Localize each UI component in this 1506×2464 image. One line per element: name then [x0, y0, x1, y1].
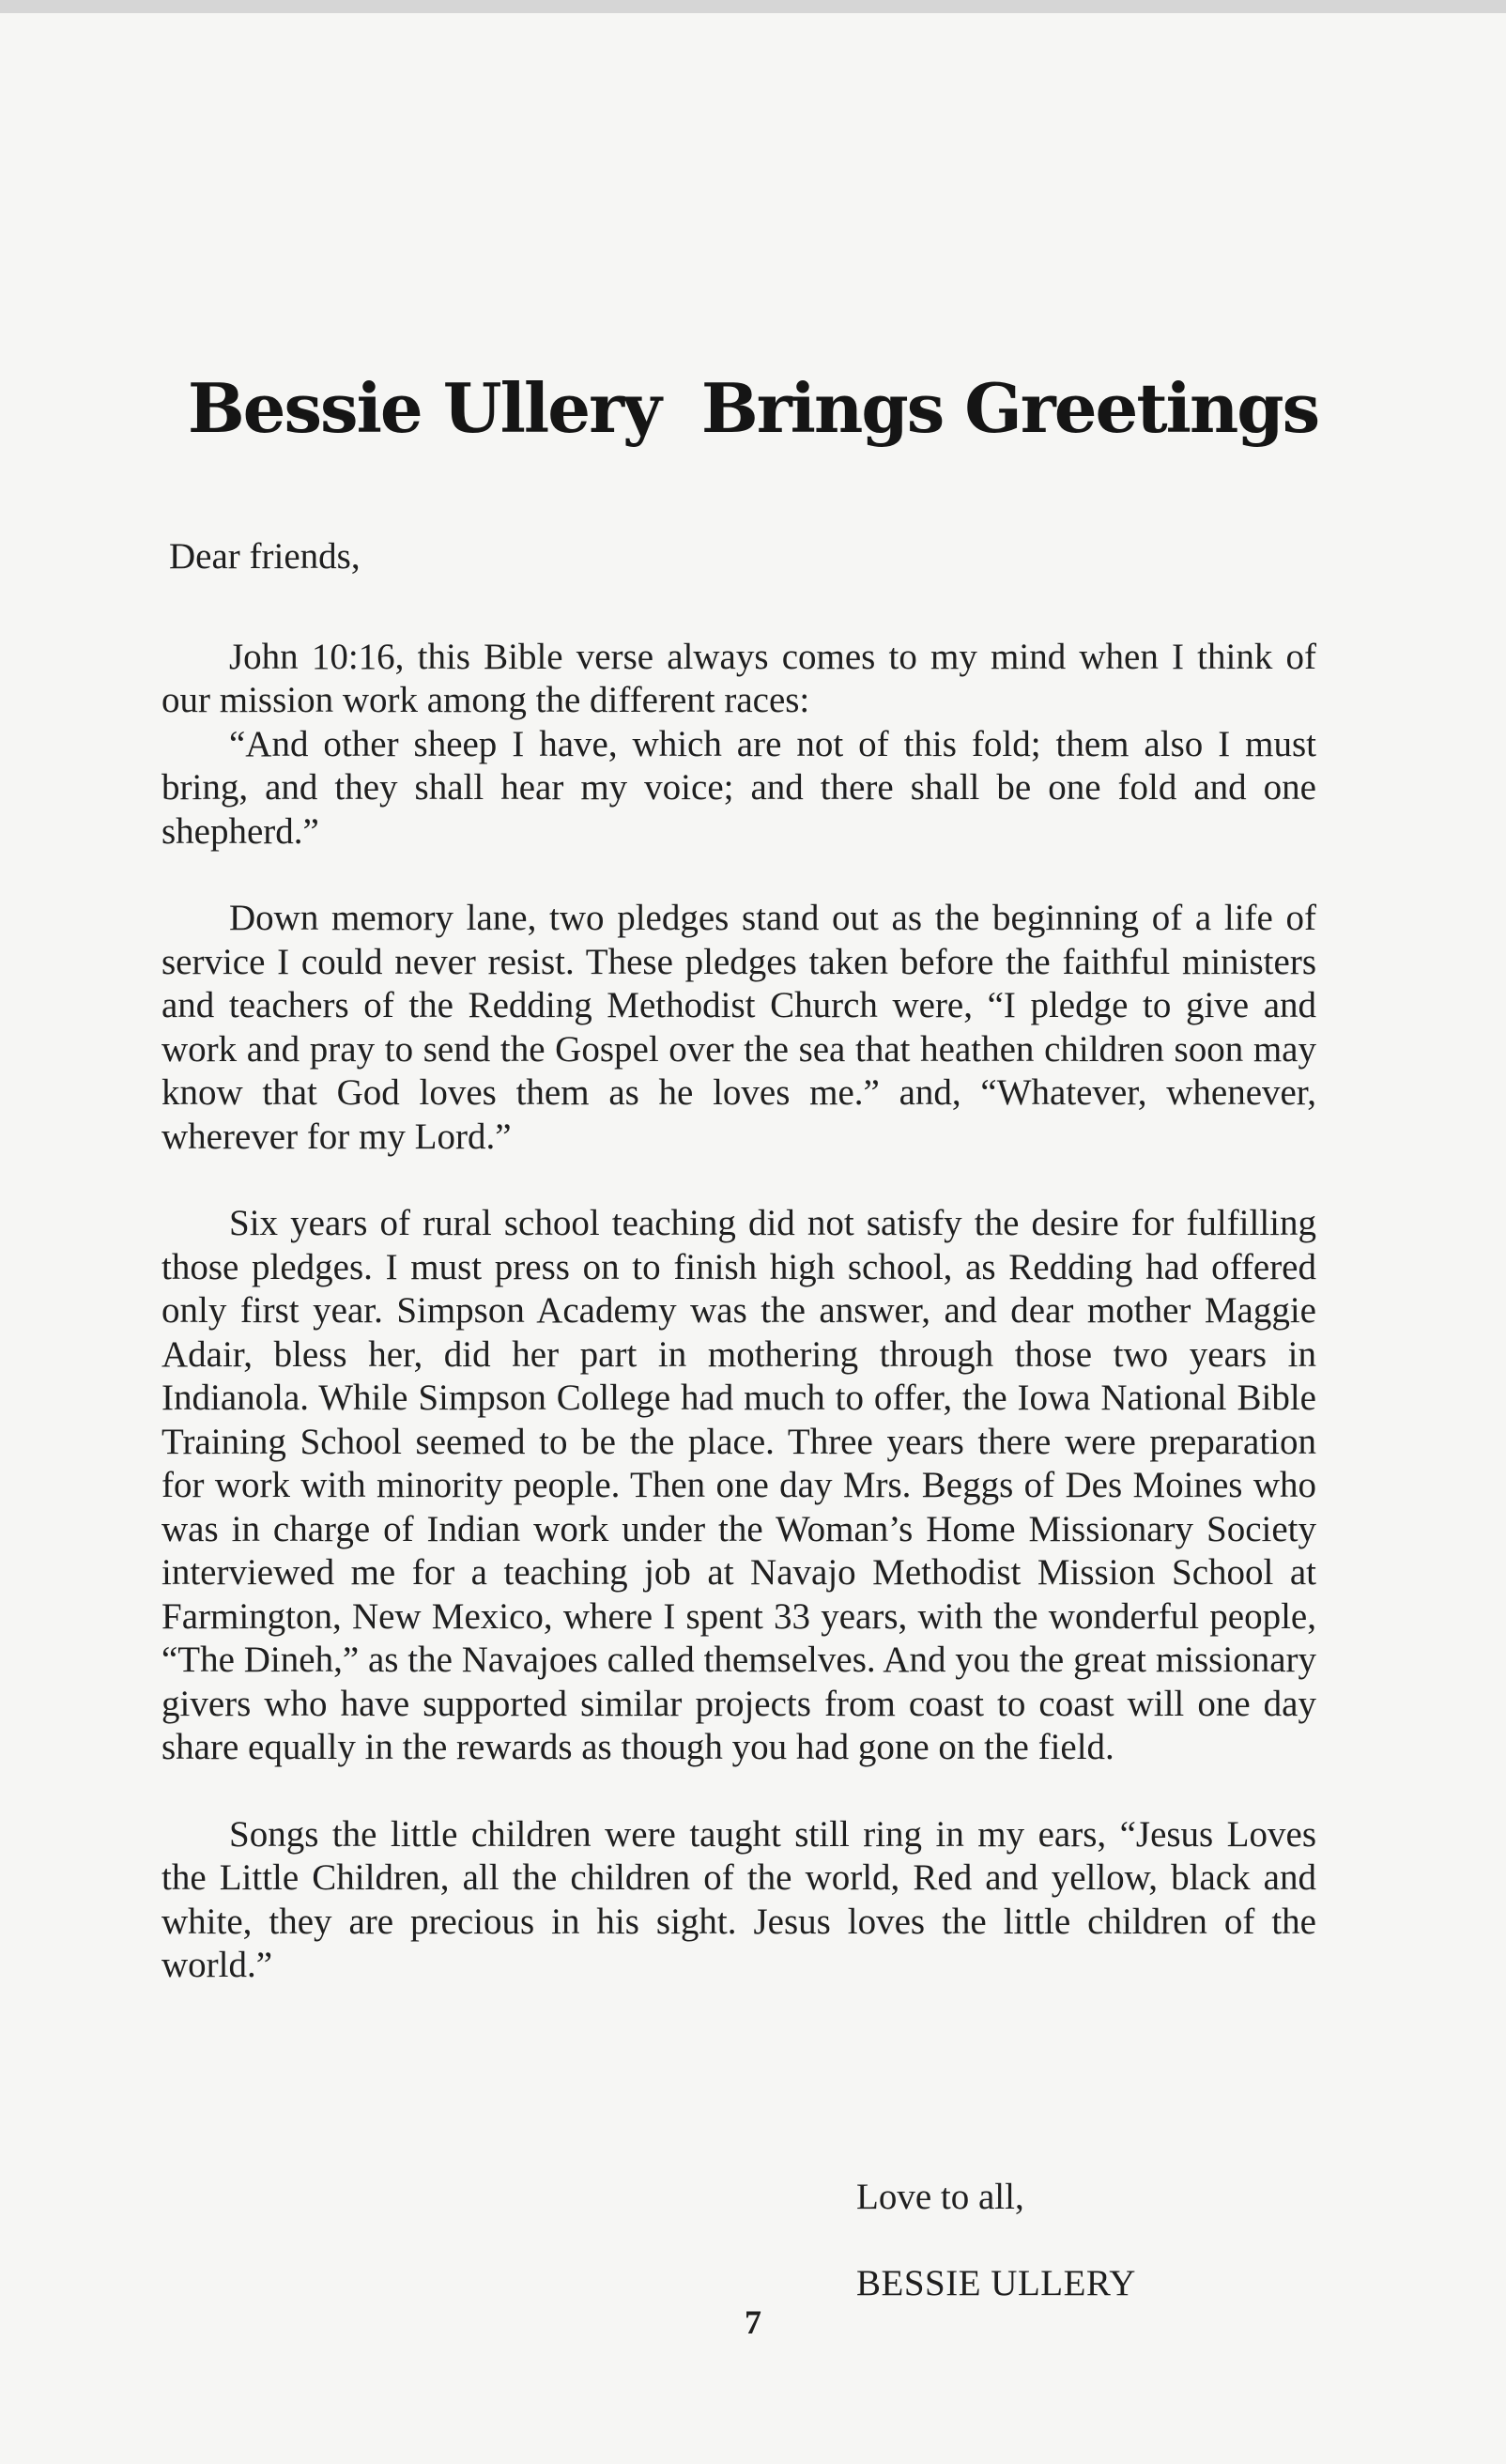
title-name: Bessie Ullery	[187, 368, 660, 448]
paragraph-teaching: Six years of rural school teaching did not satisfy the desire for fulfilling those pledges. I must press on to finish high school, as Redding had offered only first year. Simpson Academy was the answer, and dear mother Maggie Adair, bless her, did her part in mothering through those two years in Indianola. While Simpson College had much to offer, the Iowa National Bible Training School seemed to be the place. Three years there were preparation for work with minority people. Then one day Mrs. Beggs of Des Moines who was in charge of Indian work under the Woman’s Home Missionary Society interviewed me for a teaching job at Navajo Methodist Mission School at Farmington, New Mexico, where I spent 33 years, with the wonderful people, “The Dineh,” as the Navajoes called themselves. And you the great missionary givers who have supported similar projects from coast to coast will one day share equally in the rewards as though you had gone on the field.	[161, 1203, 1316, 1767]
page-title	[0, 368, 1506, 448]
title-greeting: Brings Greetings	[700, 368, 1319, 448]
paragraph-intro: John 10:16, this Bible verse always comes to my mind when I think of our mission work among the different races:	[161, 636, 1316, 720]
paragraph-songs: Songs the little children were taught still ring in my ears, “Jesus Loves the Little Children, all the children of the world, Red and yellow, black and white, they are precious in his sight. Jesus loves the little children of the world.”	[161, 1813, 1316, 1985]
closing-line: Love to all,	[856, 2177, 1024, 2217]
letter-body	[161, 535, 1316, 2031]
signature: BESSIE ULLERY	[856, 2263, 1136, 2303]
salutation: Dear friends,	[169, 536, 361, 577]
paragraph-pledges: Down memory lane, two pledges stand out as the beginning of a life of service I could never resist. These pledges taken before the faithful ministers and teachers of the Redding Methodist Church were, “I pledge to give and work and pray to send the Gospel over the sea that heathen children soon may know that God loves them as he loves me.” and, “Whatever, whenever, wherever for my Lord.”	[161, 898, 1316, 1157]
scan-top-border	[0, 0, 1506, 13]
bible-verse-quote: “And other sheep I have, which are not of this fold; them also I must bring, and they shall hear my voice; and there shall be one fold and one shepherd.”	[161, 723, 1316, 852]
page-number: 7	[745, 2303, 761, 2341]
